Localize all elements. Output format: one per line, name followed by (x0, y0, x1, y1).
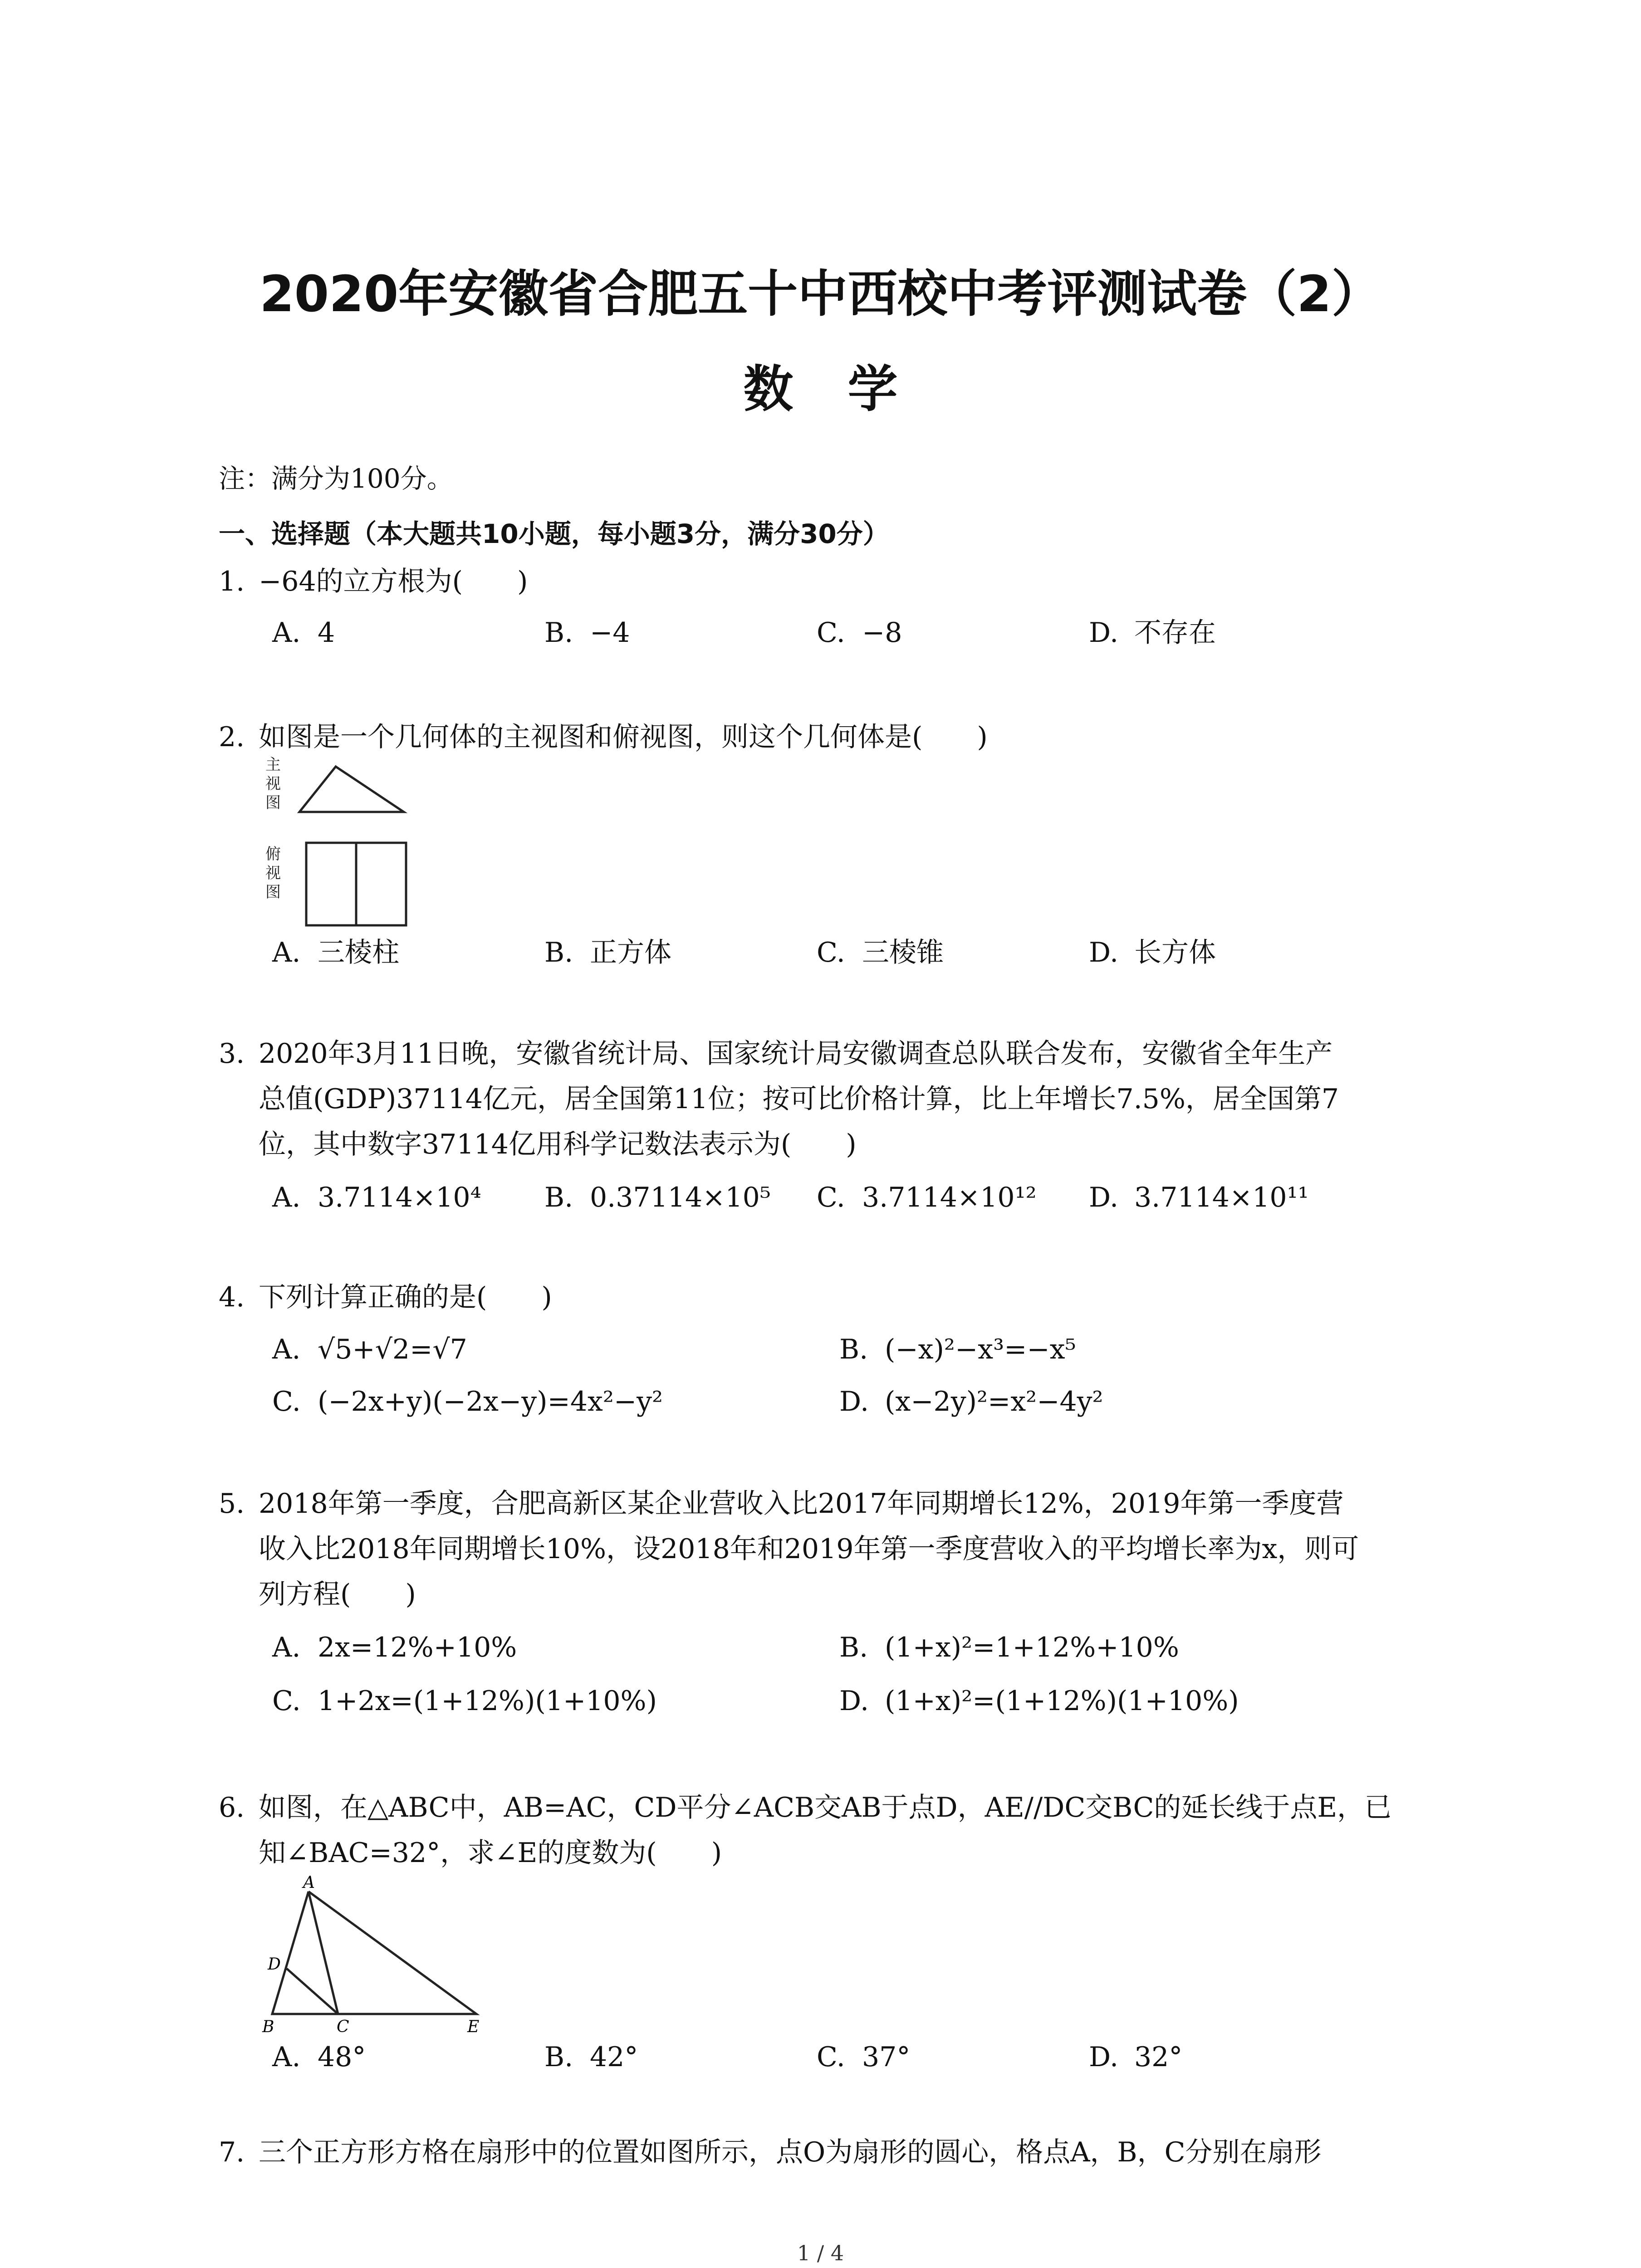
question-text: 三个正方形方格在扇形中的位置如图所示，点O为扇形的圆心，格点A，B，C分别在扇形 (259, 2136, 1322, 2168)
question-text: 下列计算正确的是( ) (259, 1281, 552, 1313)
option-b: B. 0.37114×10⁵ (544, 1182, 771, 1213)
option-b: B. (1+x)²=1+12%+10% (839, 1632, 1179, 1663)
question-text: 如图，在△ABC中，AB=AC，CD平分∠ACB交AB于点D，AE//DC交BC的延长线于点E，已 (259, 1792, 1392, 1823)
triangle-abc-figure (254, 1873, 490, 2037)
point-b-label: B (262, 2018, 274, 2036)
option-c: C. −8 (817, 617, 902, 649)
point-c-label: C (337, 2018, 349, 2036)
score-note: 注：满分为100分。 (219, 463, 453, 494)
segment-dc (287, 1969, 338, 2014)
option-a: A. 2x=12%+10% (272, 1632, 517, 1663)
page-title: 2020年安徽省合肥五十中西校中考评测试卷（2） (260, 265, 1381, 323)
question-4: 4. 下列计算正确的是( ) (219, 1281, 552, 1313)
option-a: A. 4 (272, 617, 335, 649)
front-view-label: 主 视 图 (264, 755, 282, 812)
question-number: 1. (219, 566, 245, 597)
question-text: 2018年第一季度，合肥高新区某企业营收入比2017年同期增长12%，2019年第一季度营 (259, 1488, 1344, 1520)
option-b: B. 正方体 (544, 937, 671, 968)
question-2: 2. 如图是一个几何体的主视图和俯视图，则这个几何体是( ) (219, 721, 988, 753)
question-7: 7. 三个正方形方格在扇形中的位置如图所示，点O为扇形的圆心，格点A，B，C分别在扇形 (219, 2136, 1322, 2168)
option-c: C. 三棱锥 (817, 937, 944, 968)
question-text-line: 总值(GDP)37114亿元，居全国第11位；按可比价格计算，比上年增长7.5%，居全国第7 (259, 1083, 1339, 1115)
question-1 (219, 559, 528, 604)
question-text: 如图是一个几何体的主视图和俯视图，则这个几何体是( ) (259, 721, 988, 753)
option-c: C. (−2x+y)(−2x−y)=4x²−y² (272, 1386, 663, 1418)
question-3: 3. 2020年3月11日晚，安徽省统计局、国家统计局安徽调查总队联合发布，安徽省全年生产 (219, 1038, 1333, 1070)
question-5: 5. 2018年第一季度，合肥高新区某企业营收入比2017年同期增长12%，2019年第一季度营 (219, 1488, 1344, 1520)
front-view-triangle (299, 767, 404, 812)
question-6: 6. 如图，在△ABC中，AB=AC，CD平分∠ACB交AB于点D，AE//DC交BC的延长线于点E，已 (219, 1792, 1392, 1823)
question-text-line: 位，其中数字37114亿用科学记数法表示为( ) (259, 1129, 857, 1160)
figure-label: 主 (265, 756, 281, 774)
option-a: A. 三棱柱 (272, 937, 399, 968)
option-d: D. 32° (1089, 2041, 1183, 2073)
point-d-label: D (268, 1955, 281, 1974)
option-b: B. (−x)²−x³=−x⁵ (839, 1334, 1076, 1365)
question-text-line: 收入比2018年同期增长10%，设2018年和2019年第一季度营收入的平均增长率为x，则可 (259, 1533, 1359, 1565)
question-text: −64的立方根为( ) (259, 566, 528, 597)
subject-heading: 数学 (743, 360, 952, 418)
option-d: D. (1+x)²=(1+12%)(1+10%) (839, 1685, 1239, 1717)
page-number: 1 / 4 (797, 2241, 844, 2265)
option-d: D. 不存在 (1089, 617, 1216, 649)
question-text-line: 知∠BAC=32°，求∠E的度数为( ) (259, 1837, 722, 1869)
option-b: B. −4 (544, 617, 630, 649)
option-b: B. 42° (544, 2041, 638, 2073)
solid-views-figure (290, 758, 417, 930)
option-a: A. 3.7114×10⁴ (272, 1182, 481, 1213)
option-a: A. √5+√2=√7 (272, 1334, 467, 1365)
option-c: C. 37° (817, 2041, 911, 2073)
option-d: D. 长方体 (1089, 937, 1216, 968)
point-e-label: E (467, 2018, 480, 2036)
top-view-label: 俯 视 图 (265, 845, 281, 901)
option-c: C. 3.7114×10¹² (817, 1182, 1037, 1213)
question-text-line: 列方程( ) (259, 1579, 416, 1610)
option-a: A. 48° (272, 2041, 366, 2073)
option-d: D. 3.7114×10¹¹ (1089, 1182, 1309, 1213)
section-heading: 一、选择题（本大题共10小题，每小题3分，满分30分） (219, 518, 889, 549)
option-d: D. (x−2y)²=x²−4y² (839, 1386, 1103, 1418)
point-a-label: A (303, 1873, 315, 1892)
option-c: C. 1+2x=(1+12%)(1+10%) (272, 1685, 657, 1717)
triangle-outline (272, 1892, 476, 2014)
question-text: 2020年3月11日晚，安徽省统计局、国家统计局安徽调查总队联合发布，安徽省全年生产 (259, 1038, 1333, 1070)
